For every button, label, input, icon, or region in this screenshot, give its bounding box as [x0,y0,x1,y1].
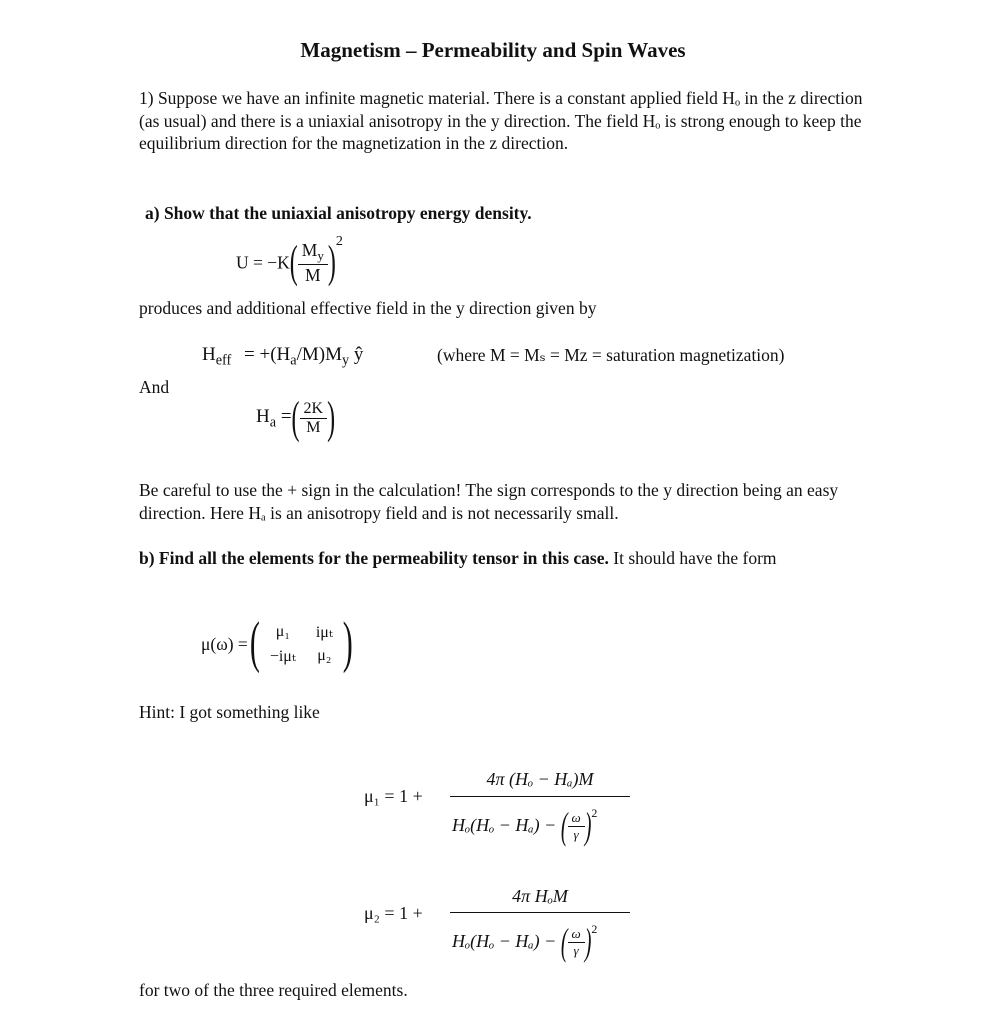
gamma: γ [568,826,585,843]
u-num: M [301,240,318,261]
omega-over-gamma [568,810,585,843]
u-exponent: 2 [335,234,343,249]
mu1-lhs: μ₁ = 1 + [364,786,423,806]
u-lhs: U = −K [236,252,290,273]
heff-sub: eff [215,352,232,369]
left-paren: ( [289,238,298,288]
right-paren: ) [327,393,336,444]
heff-equation [202,344,363,369]
left-paren: ( [560,921,568,964]
ha-equation [256,393,336,452]
mu2-numerator: 4π HₒM [512,886,568,906]
matrix-cell: μ₂ [317,647,332,664]
ha-num: 2K [303,400,324,417]
heff-symbol: H [202,344,216,365]
omega-over-gamma [568,926,585,959]
energy-density-equation [236,234,343,286]
right-paren: ) [584,921,592,964]
den-exponent: 2 [591,922,598,936]
right-paren: ) [584,805,592,848]
left-paren: ( [291,393,300,444]
part-b-heading-block [139,547,869,570]
mu1-fraction-bar [450,796,630,797]
mu2-fraction-bar [450,912,630,913]
mu-omega-lhs: μ(ω) = [201,633,248,654]
permeability-matrix-equation [201,611,353,675]
part-a-heading: a) Show that the uniaxial anisotropy energy density. [145,203,532,223]
careful-note: Be careful to use the + sign in the calculation! The sign corresponds to the y direction being an easy direction. Here Hₐ is an anisotropy field and is not necessarily small. [139,480,839,523]
matrix-cell: −iμₜ [269,648,296,665]
mu2-lhs: μ₂ = 1 + [364,903,423,923]
heff-yhat: ŷ [349,344,364,365]
mu2-denominator [452,921,598,964]
ha-equals: = [280,405,292,427]
ha-symbol: H [256,405,270,427]
part-b-heading: b) Find all the elements for the permeability tensor in this case. [139,548,609,568]
part-b-heading-tail: It should have the form [608,548,777,568]
gamma: γ [568,942,585,959]
page-title: Magnetism – Permeability and Spin Waves [300,38,686,62]
heff-mid: /M)M [296,344,343,365]
2k-over-m-fraction [300,400,328,437]
permeability-matrix [260,620,343,668]
den-exponent: 2 [591,806,598,820]
ha-sub: a [269,414,277,431]
heff-a-sub: a [290,352,297,369]
mu1-denominator [452,805,598,848]
left-paren: ( [560,805,568,848]
heff-rhs-start: = +(H [244,344,291,365]
u-num-sub: y [317,247,324,263]
omega: ω [571,810,581,826]
and-label: And [139,377,170,397]
left-paren: ( [249,611,260,675]
where-note: (where M = Mₛ = Mz = saturation magnetization) [437,345,785,365]
right-paren: ) [327,238,336,288]
hint-text: Hint: I got something like [139,702,320,722]
mu2-den-main: Hₒ(Hₒ − Hₐ) − [452,931,557,951]
right-paren: ) [342,611,353,675]
my-over-m-fraction [298,240,328,286]
mu1-numerator: 4π (Hₒ − Hₐ)M [486,769,594,789]
produces-text: produces and additional effective field in the y direction given by [139,298,597,318]
ha-den: M [300,418,328,437]
closing-text: for two of the three required elements. [139,980,408,1000]
mu1-den-main: Hₒ(Hₒ − Hₐ) − [452,815,557,835]
heff-y-sub: y [342,352,350,369]
matrix-cell: iμₜ [315,624,333,641]
matrix-cell: μ₁ [275,623,290,640]
problem-intro: 1) Suppose we have an infinite magnetic material. There is a constant applied field Hₒ in the z direction (as usual) and there is a uniaxial anisotropy in the y direction. The field Hₒ is strong enough to keep the equilibrium direction for the magnetization in the z direction. [139,88,863,153]
omega: ω [571,926,581,942]
u-den: M [298,264,328,286]
